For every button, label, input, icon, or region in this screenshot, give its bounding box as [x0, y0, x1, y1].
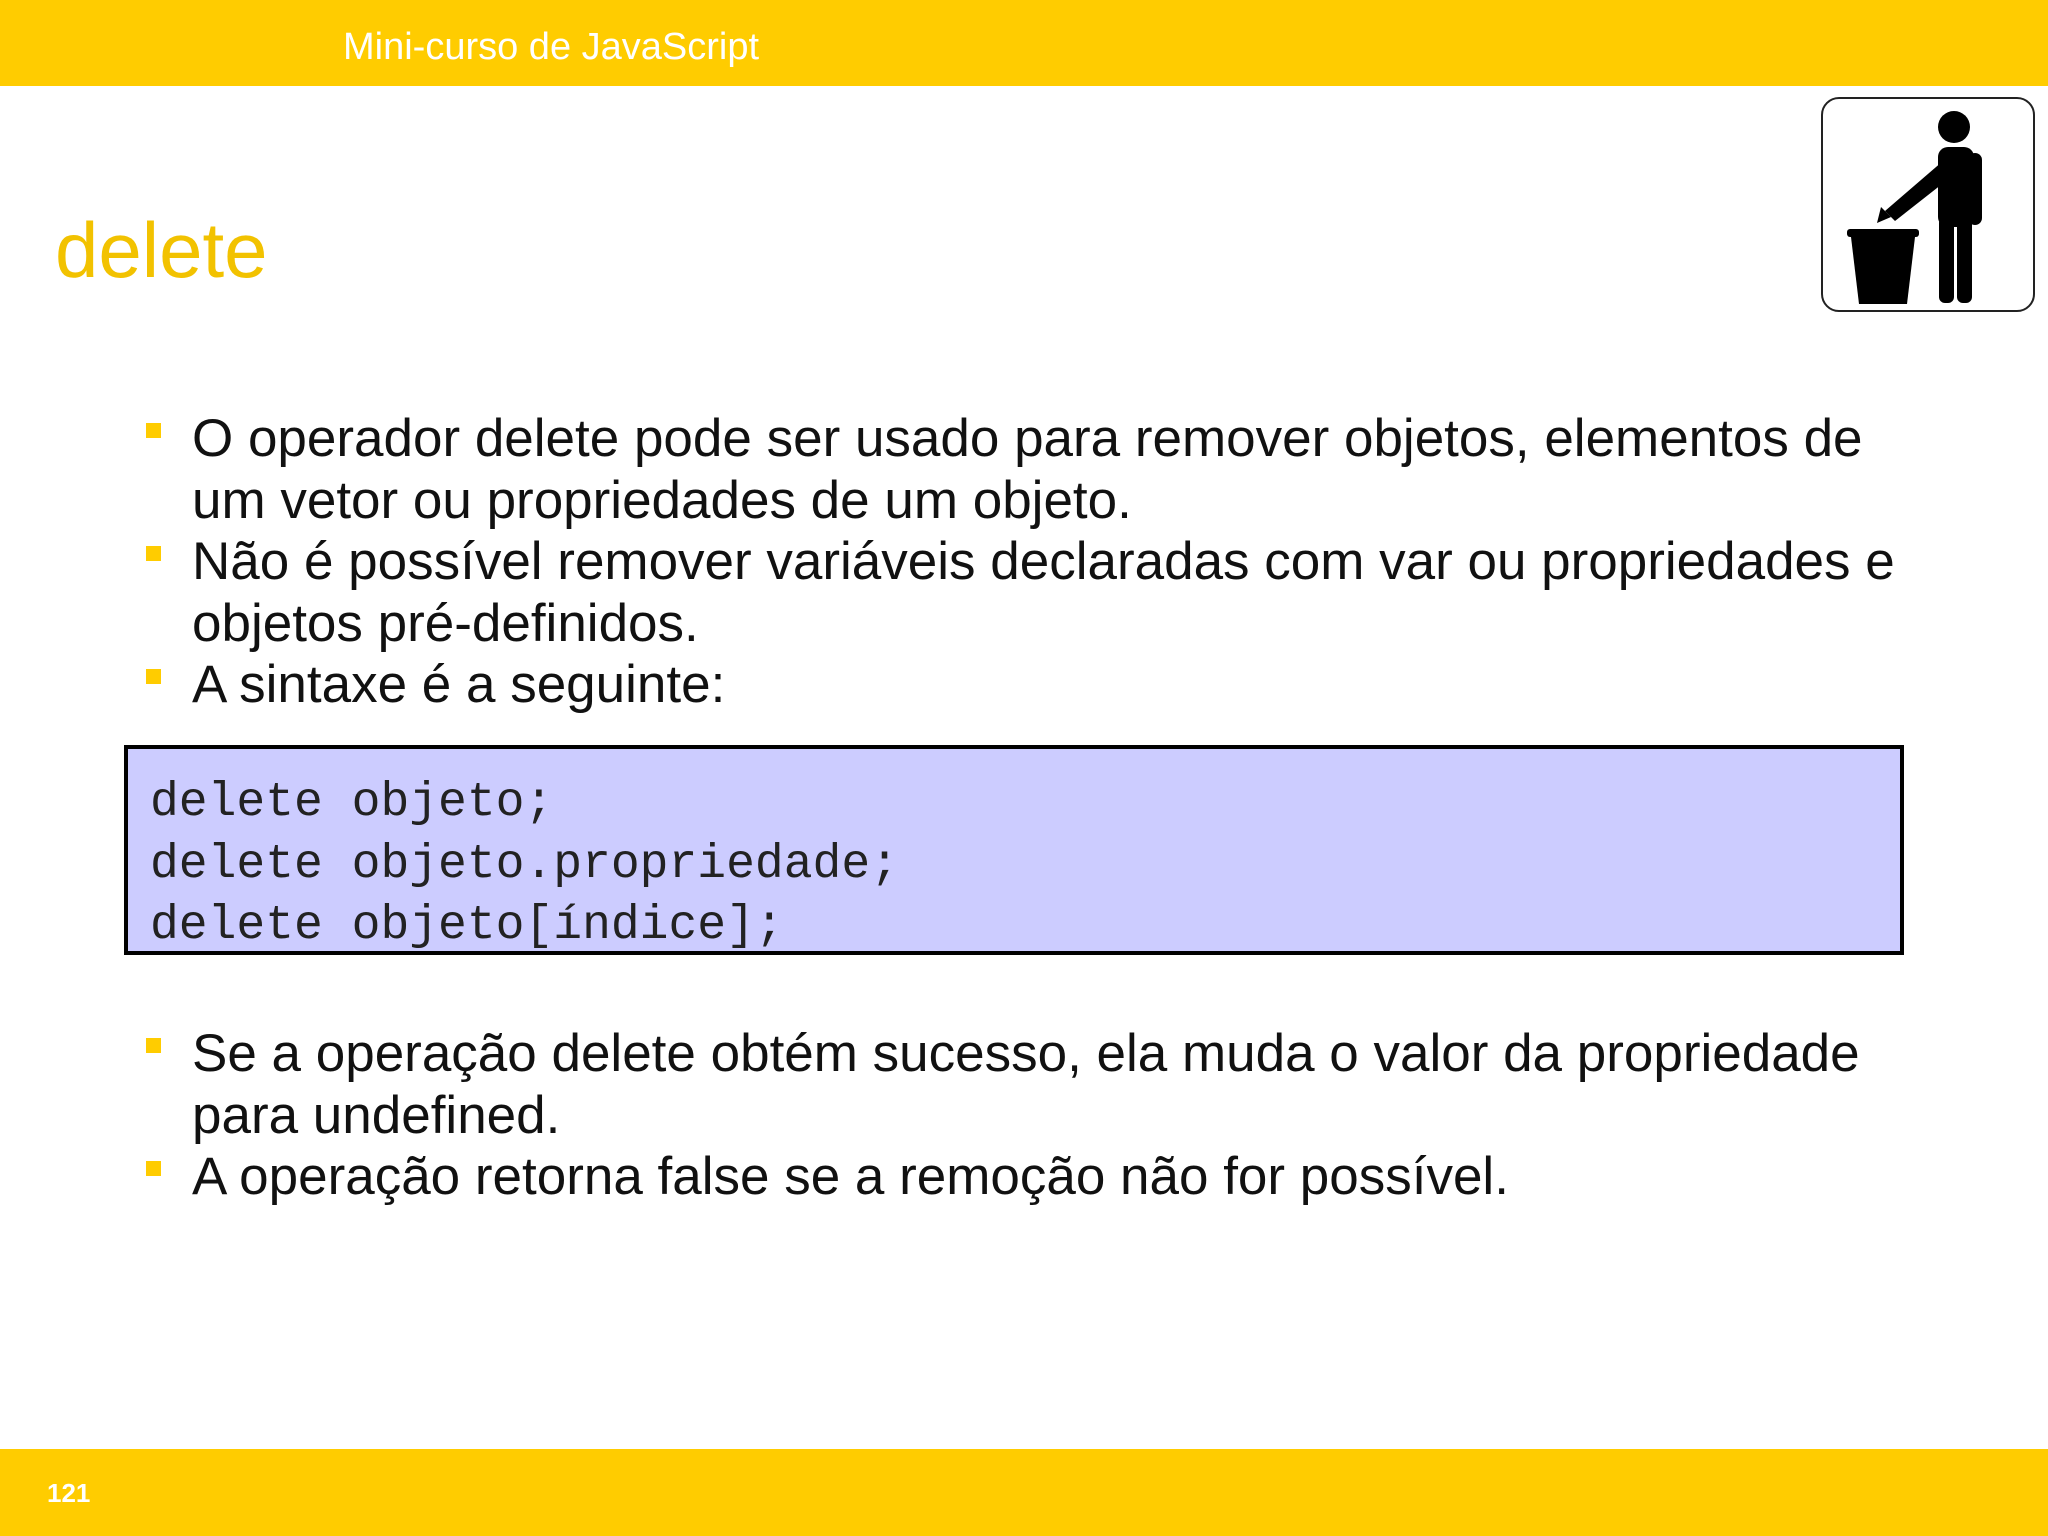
bullet-marker	[146, 546, 161, 561]
footer-bar	[0, 1449, 2048, 1536]
bullet-marker	[146, 1161, 161, 1176]
course-title: Mini-curso de JavaScript	[343, 26, 760, 68]
list-item	[140, 654, 1940, 716]
bullet-marker	[146, 423, 161, 438]
bullet-text: Não é possível remover variáveis declaradas com var ou propriedades e objetos pré-definidos.	[192, 532, 1895, 653]
list-item	[140, 408, 1940, 531]
trash-person-icon	[1821, 97, 2035, 312]
code-block	[124, 745, 1904, 955]
code-line: delete objeto;	[150, 776, 554, 830]
bullet-list-bottom	[140, 1023, 1940, 1208]
list-item	[140, 531, 1940, 654]
code-line: delete objeto.propriedade;	[150, 837, 899, 892]
bullet-text: A operação retorna false se a remoção não for possível.	[192, 1147, 1509, 1206]
page-number: 121	[47, 1478, 91, 1508]
header-bar	[0, 0, 2048, 86]
code-line: delete objeto[índice];	[150, 899, 784, 953]
slide-title: delete	[55, 206, 268, 294]
bullet-text: A sintaxe é a seguinte:	[192, 655, 726, 714]
list-item	[140, 1023, 1940, 1146]
bullet-text: O operador delete pode ser usado para remover objetos, elementos de um vetor ou propriedades de um objeto.	[192, 409, 1863, 530]
bullet-text: Se a operação delete obtém sucesso, ela muda o valor da propriedade para undefined.	[192, 1024, 1860, 1145]
bullet-list-top	[140, 408, 1940, 716]
list-item	[140, 1146, 1940, 1208]
bullet-marker	[146, 1038, 161, 1053]
bullet-marker	[146, 669, 161, 684]
